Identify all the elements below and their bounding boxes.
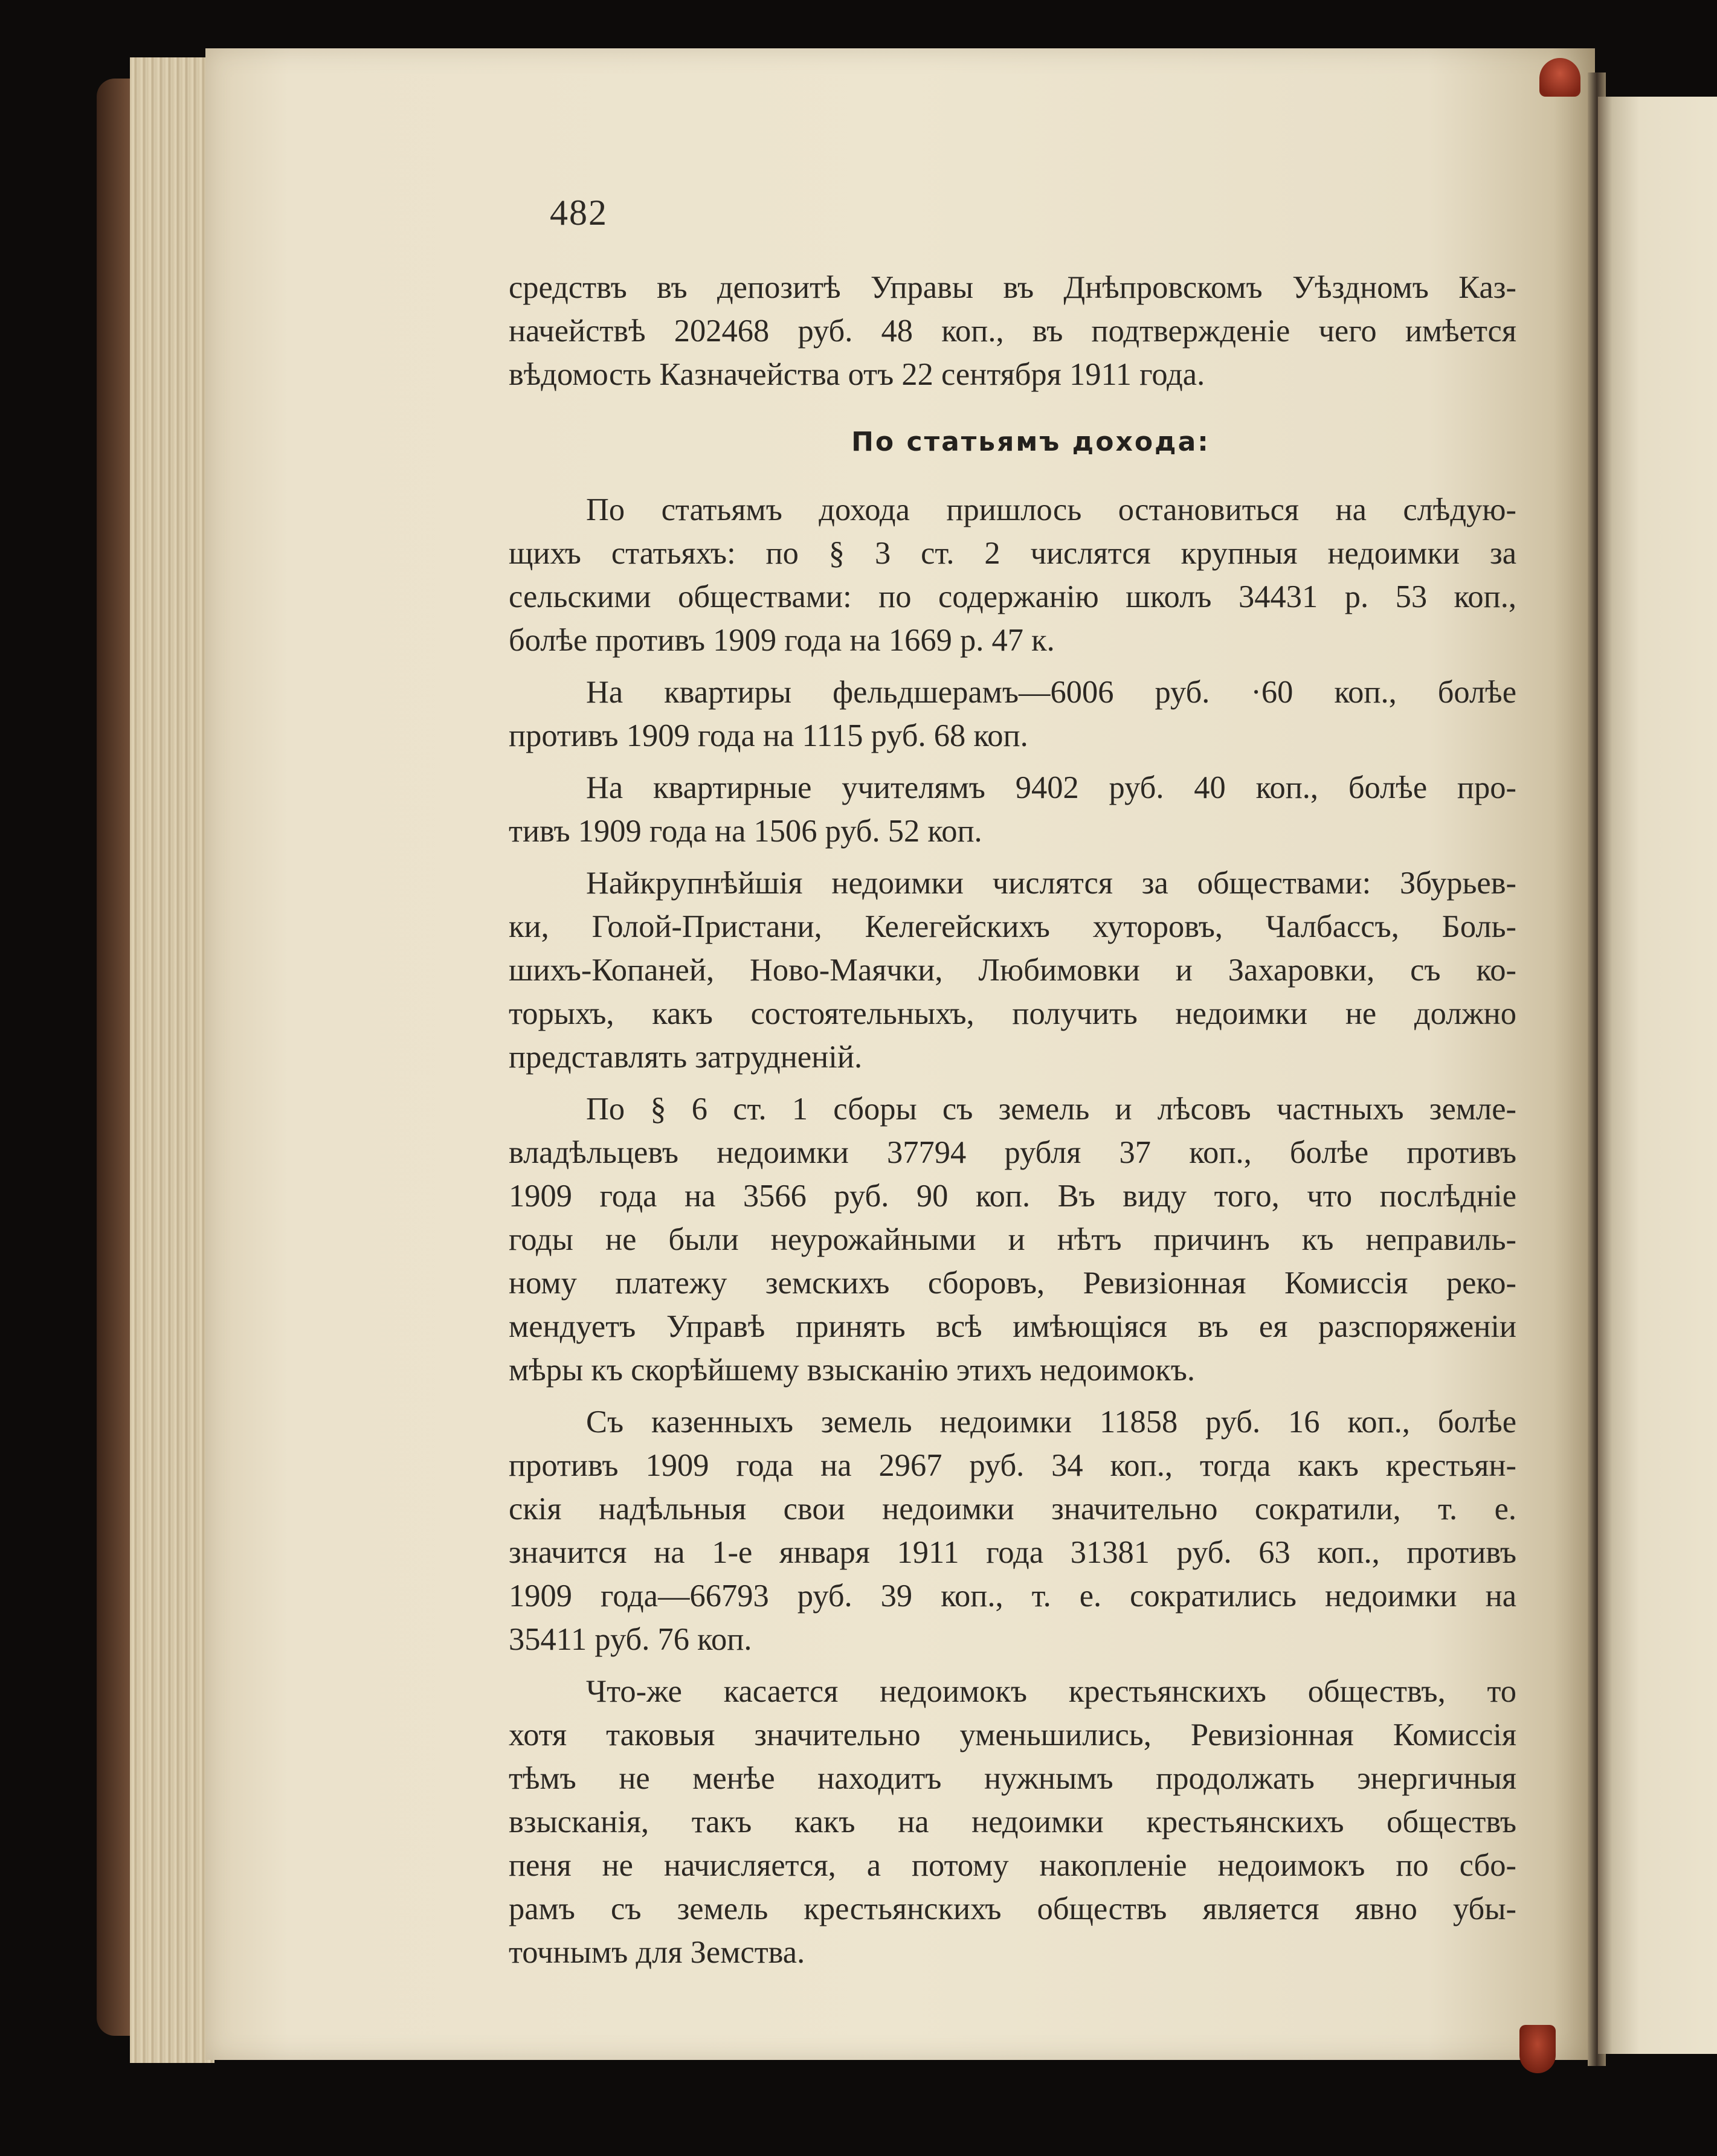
page-stack	[130, 57, 214, 2063]
text-line: На квартирные учителямъ 9402 руб. 40 коп., болѣе про-	[586, 770, 1516, 805]
text-line: рамъ съ земель крестьянскихъ обществъ является явно убы-	[509, 1891, 1516, 1926]
text-line: На квартиры фельдшерамъ—6006 руб. ·60 коп., болѣе	[586, 675, 1516, 710]
right-page-edge	[1598, 97, 1717, 2054]
opening-paragraph	[509, 266, 1516, 396]
text-line: По статьямъ дохода пришлось остановиться на слѣдую-	[586, 492, 1516, 527]
text-line: противъ 1909 года на 1115 руб. 68 коп.	[509, 718, 1028, 753]
text-line: 1909 года на 3566 руб. 90 коп. Въ виду того, что послѣдніе	[509, 1179, 1516, 1214]
text-line: владѣльцевъ недоимки 37794 рубля 37 коп., болѣе противъ	[509, 1135, 1516, 1170]
text-line: скія надѣльныя свои недоимки значительно сократили, т. е.	[509, 1492, 1516, 1527]
text-line: вѣдомость Казначейства отъ 22 сентября 1911 года.	[509, 357, 1205, 392]
bookmark-ribbon-bottom	[1519, 2025, 1556, 2073]
text-line: представлять затрудненій.	[509, 1040, 863, 1075]
text-line: Съ казенныхъ земель недоимки 11858 руб. 16 коп., болѣе	[586, 1405, 1516, 1440]
text-line: сельскими обществами: по содержанію школъ 34431 р. 53 коп.,	[509, 579, 1516, 614]
text-line: хотя таковыя значительно уменьшились, Ревизіонная Комиссія	[509, 1717, 1516, 1752]
text-line: ному платежу земскихъ сборовъ, Ревизіонная Комиссія реко-	[509, 1266, 1516, 1301]
text-line: мѣры къ скорѣйшему взысканію этихъ недоимокъ.	[509, 1353, 1195, 1388]
body-paragraph	[509, 766, 1516, 853]
body-paragraph	[509, 1670, 1516, 1974]
text-line: ки, Голой-Пристани, Келегейскихъ хуторовъ, Чалбассъ, Боль-	[509, 909, 1516, 944]
text-line: начействѣ 202468 руб. 48 коп., въ подтвержденіе чего имѣется	[509, 314, 1516, 349]
body-paragraph	[509, 488, 1516, 662]
body-paragraph	[509, 861, 1516, 1079]
text-line: торыхъ, какъ состоятельныхъ, получить недоимки не должно	[509, 996, 1516, 1031]
text-line: годы не были неурожайными и нѣтъ причинъ къ неправиль-	[509, 1222, 1516, 1257]
body-paragraph	[509, 671, 1516, 758]
bookmark-ribbon-top	[1539, 58, 1580, 97]
text-line: точнымъ для Земства.	[509, 1935, 805, 1970]
text-line: шихъ-Копаней, Ново-Маячки, Любимовки и Захаровки, съ ко-	[509, 953, 1516, 988]
text-line: Найкрупнѣйшія недоимки числятся за обществами: Збурьев-	[586, 866, 1516, 901]
page-number: 482	[550, 193, 608, 233]
text-line: 35411 руб. 76 коп.	[509, 1622, 752, 1657]
text-line: 1909 года—66793 руб. 39 коп., т. е. сократились недоимки на	[509, 1578, 1516, 1614]
text-line: По § 6 ст. 1 сборы съ земель и лѣсовъ частныхъ земле-	[586, 1092, 1516, 1127]
text-line: пеня не начисляется, а потому накопленіе недоимокъ по сбо-	[509, 1848, 1516, 1883]
body-paragraph	[509, 1087, 1516, 1392]
text-line: Что-же касается недоимокъ крестьянскихъ обществъ, то	[586, 1674, 1516, 1709]
text-block	[509, 266, 1516, 1983]
body-paragraph	[509, 1400, 1516, 1661]
text-line: средствъ въ депозитѣ Управы въ Днѣпровскомъ Уѣздномъ Каз-	[509, 270, 1516, 305]
text-line: значится на 1-е января 1911 года 31381 руб. 63 коп., противъ	[509, 1535, 1516, 1570]
text-line: мендуетъ Управѣ принять всѣ имѣющіяся въ ея разспоряженіи	[509, 1309, 1516, 1344]
text-line: противъ 1909 года на 2967 руб. 34 коп., тогда какъ крестьян-	[509, 1448, 1516, 1483]
section-heading: По статьямъ дохода:	[851, 426, 1210, 457]
text-line: взысканія, такъ какъ на недоимки крестьянскихъ обществъ	[509, 1804, 1516, 1839]
text-line: болѣе противъ 1909 года на 1669 р. 47 к.	[509, 623, 1055, 658]
text-line: тѣмъ не менѣе находитъ нужнымъ продолжать энергичныя	[509, 1761, 1516, 1796]
text-line: щихъ статьяхъ: по § 3 ст. 2 числятся крупныя недоимки за	[509, 536, 1516, 571]
text-line: тивъ 1909 года на 1506 руб. 52 коп.	[509, 814, 982, 849]
